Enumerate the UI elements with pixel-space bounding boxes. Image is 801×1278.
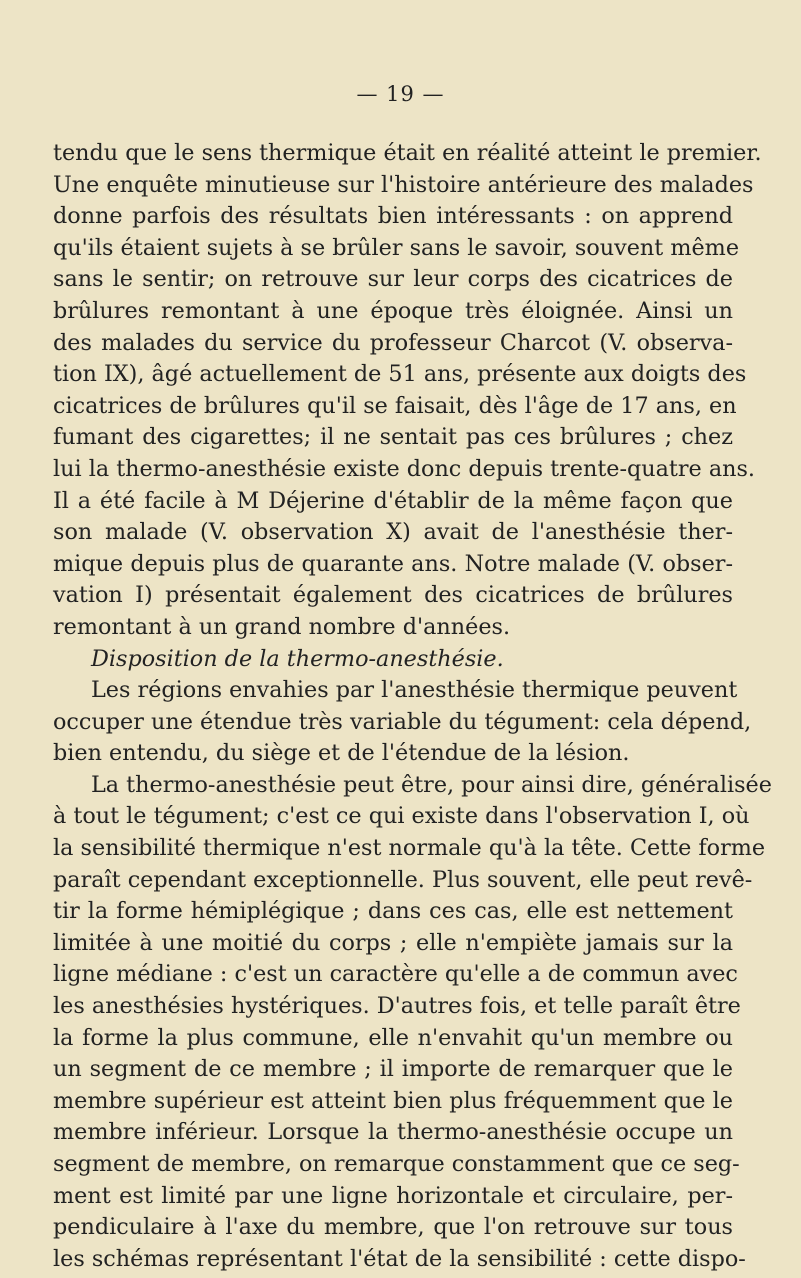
text-line: vation I) présentait également des cicatrices de brûlures	[53, 582, 733, 609]
body-text	[53, 138, 772, 1275]
text-line: tir la forme hémiplégique ; dans ces cas, elle est nettement	[53, 898, 733, 925]
text-line: tendu que le sens thermique était en réalité atteint le premier.	[53, 140, 762, 166]
text-line: pendiculaire à l'axe du membre, que l'on retrouve sur tous	[53, 1214, 733, 1241]
text-line: paraît cependant exceptionnelle. Plus souvent, elle peut revê-	[53, 866, 753, 893]
text-line: un segment de ce membre ; il importe de remarquer que le	[53, 1056, 733, 1083]
text-line: brûlures remontant à une époque très éloignée. Ainsi un	[53, 297, 733, 324]
text-line: La thermo-anesthésie peut être, pour ainsi dire, généralisée	[91, 771, 772, 798]
text-line: Une enquête minutieuse sur l'histoire antérieure des malades	[53, 171, 754, 198]
text-line: la forme la plus commune, elle n'envahit qu'un membre ou	[53, 1024, 733, 1051]
text-line: mique depuis plus de quarante ans. Notre malade (V. obser-	[53, 550, 733, 577]
text-line: occuper une étendue très variable du tégument: cela dépend,	[53, 708, 752, 735]
text-line: segment de membre, on remarque constamment que ce seg-	[53, 1151, 740, 1177]
text-line: sans le sentir; on retrouve sur leur corps des cicatrices de	[53, 266, 733, 293]
text-line: ligne médiane : c'est un caractère qu'elle a de commun avec	[53, 961, 738, 988]
text-line: cicatrices de brûlures qu'il se faisait, dès l'âge de 17 ans, en	[53, 392, 737, 419]
text-line: bien entendu, du siège et de l'étendue de la lésion.	[53, 740, 630, 767]
text-line: qu'ils étaient sujets à se brûler sans le savoir, souvent même	[53, 234, 740, 261]
text-line: ment est limité par une ligne horizontale et circulaire, per-	[53, 1182, 733, 1209]
text-line: remontant à un grand nombre d'années.	[53, 613, 511, 640]
text-line: la sensibilité thermique n'est normale qu'à la tête. Cette forme	[53, 835, 766, 862]
text-line: membre supérieur est atteint bien plus fréquemment que le	[53, 1087, 733, 1114]
section-heading: Disposition de la thermo-anesthésie.	[91, 645, 504, 672]
page-number: — 19 —	[356, 82, 445, 106]
text-line: Il a été facile à M Déjerine d'établir de la même façon que	[53, 487, 733, 514]
text-line: tion IX), âgé actuellement de 51 ans, présente aux doigts des	[53, 361, 747, 388]
text-line: donne parfois des résultats bien intéressants : on apprend	[53, 203, 733, 230]
text-line: les schémas représentant l'état de la sensibilité : cette dispo-	[53, 1245, 746, 1272]
text-line: des malades du service du professeur Charcot (V. observa-	[53, 329, 733, 356]
text-line: son malade (V. observation X) avait de l'anesthésie ther-	[53, 519, 733, 546]
text-line: à tout le tégument; c'est ce qui existe dans l'observation I, où	[53, 803, 750, 830]
text-line: les anesthésies hystériques. D'autres fois, et telle paraît être	[53, 993, 741, 1020]
text-line: lui la thermo-anesthésie existe donc depuis trente-quatre ans.	[53, 455, 756, 482]
text-line: fumant des cigarettes; il ne sentait pas ces brûlures ; chez	[53, 424, 733, 451]
text-line: Les régions envahies par l'anesthésie thermique peuvent	[91, 677, 738, 704]
text-line: limitée à une moitié du corps ; elle n'empiète jamais sur la	[53, 929, 733, 956]
text-line: membre inférieur. Lorsque la thermo-anesthésie occupe un	[53, 1119, 733, 1146]
